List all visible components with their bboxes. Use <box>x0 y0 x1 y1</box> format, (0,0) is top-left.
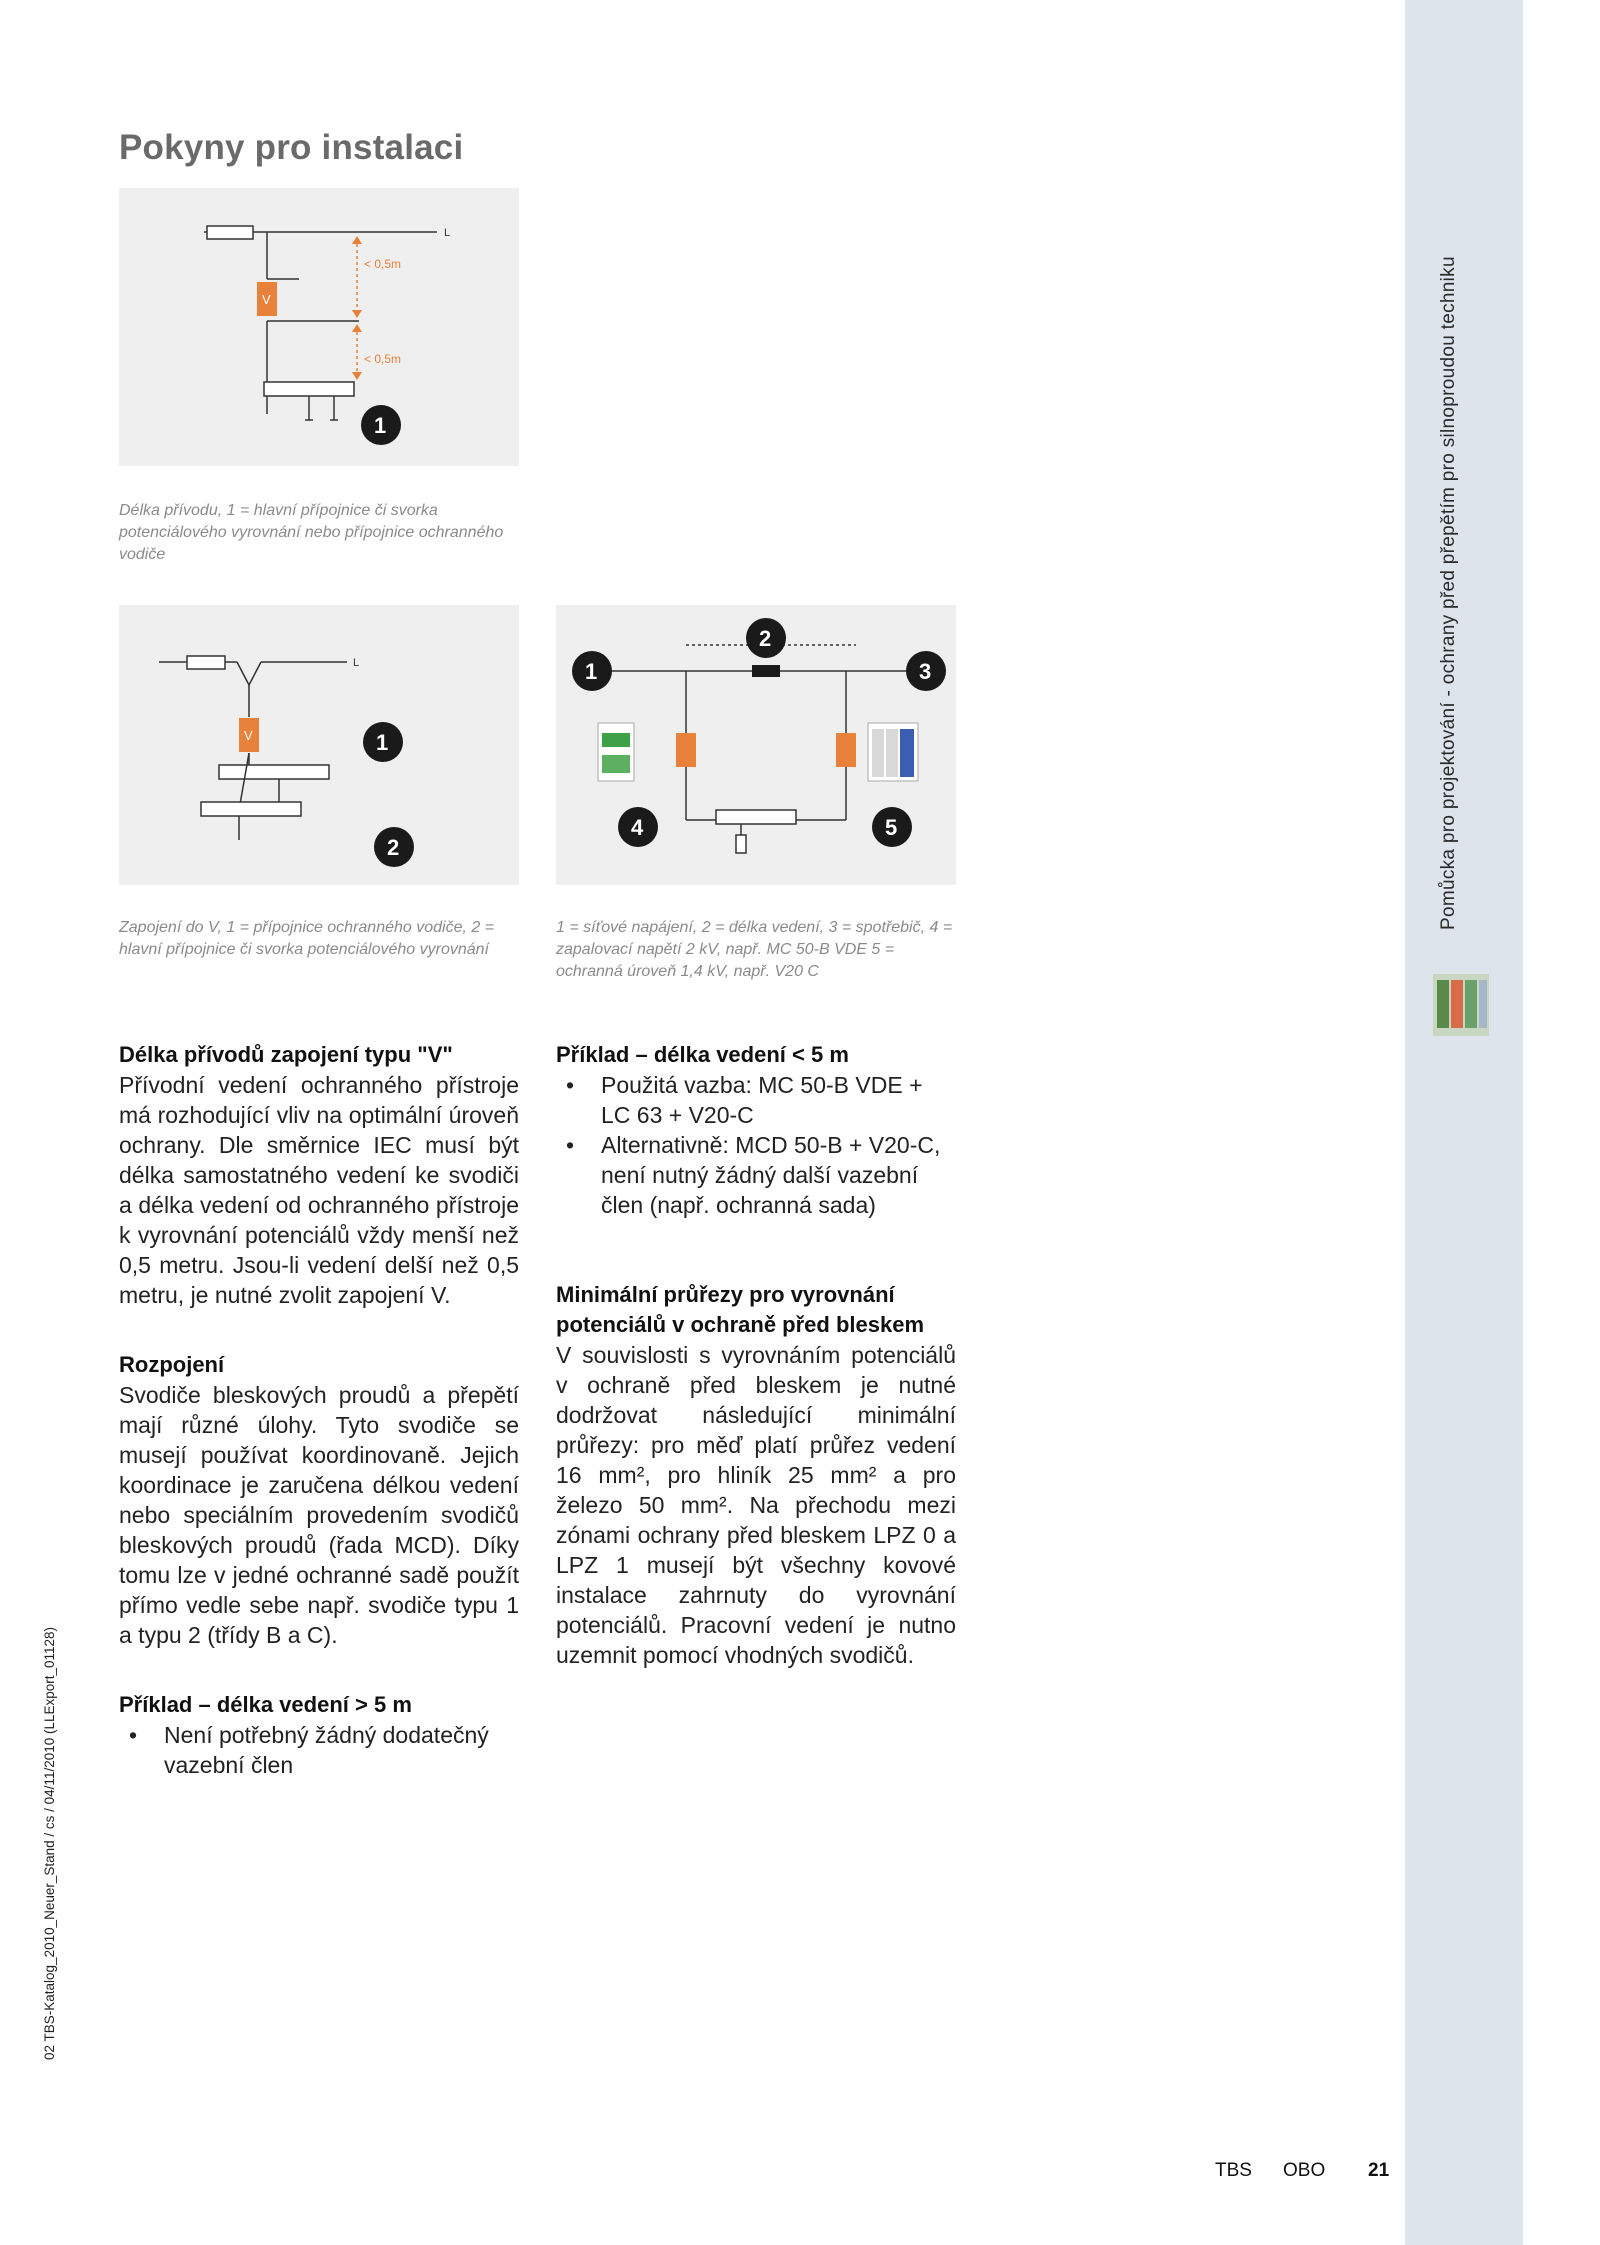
heading-example-over-5m: Příklad – délka vedení > 5 m <box>119 1692 412 1717</box>
figure-line-length-circuit <box>556 605 956 885</box>
footer-brand-obo: OBO <box>1283 2160 1326 2181</box>
dim-label-bottom: < 0,5m <box>364 352 402 366</box>
heading-example-under-5m: Příklad – délka vedení < 5 m <box>556 1042 849 1067</box>
page-title: Pokyny pro instalaci <box>119 128 464 167</box>
figure1-caption: Délka přívodu, 1 = hlavní přípojnice či svorka potenciálového vyrovnání nebo přípojnice ochranného vodiče <box>119 502 504 563</box>
label-l: L <box>444 227 451 239</box>
badge-5-fig3: 5 <box>885 815 898 840</box>
right-text-column <box>556 1040 956 1670</box>
svg-text:V: V <box>244 728 253 743</box>
badge-1-fig3: 1 <box>585 659 598 684</box>
sidebar-title: Pomůcka pro projektování - ochrany před přepětím pro silnoproudou techniku <box>1438 256 1459 930</box>
label-l-fig2: L <box>353 657 360 669</box>
bullet-list-under-5m <box>556 1070 956 1220</box>
heading-min-cross-sections: Minimální průřezy pro vyrovnání potenciálů v ochraně před bleskem <box>556 1282 925 1337</box>
bullet-list-over-5m <box>119 1720 519 1780</box>
sidebar-band <box>1405 0 1523 2245</box>
figure-lead-length <box>119 188 519 466</box>
dim-label-top: < 0,5m <box>364 257 402 271</box>
heading-v-connection: Délka přívodů zapojení typu "V" <box>119 1042 453 1067</box>
paragraph-v-connection: Přívodní vedení ochranného přístroje má rozhodující vliv na optimální úroveň ochrany. Dle směrnice IEC musí být délka samostatného vedení ke svodiči a délka vedení od ochranného přístroje k vyrovnání potenciálů vždy menší než 0,5 metru. Jsou-li vedení delší než 0,5 metru, je nutné zvolit zapojení V. <box>119 1072 519 1308</box>
svg-text:V: V <box>262 292 271 307</box>
figure-v-connection <box>119 605 519 885</box>
footer-brand-tbs: TBS <box>1215 2160 1252 2181</box>
heading-decoupling: Rozpojení <box>119 1352 225 1377</box>
left-text-column <box>119 1040 519 1780</box>
product-thumbnail-icon <box>1431 970 1491 1040</box>
badge-1-fig2: 1 <box>376 730 389 755</box>
print-meta-text: 02 TBS-Katalog_2010_Neuer_Stand / cs / 04/11/2010 (LLExport_01128) <box>42 1626 57 2060</box>
figure3-caption: 1 = síťové napájení, 2 = délka vedení, 3 = spotřebič, 4 = zapalovací napětí 2 kV, např. MC 50-B VDE 5 = ochranná úroveň 1,4 kV, např. V20 C <box>556 919 953 980</box>
badge-2-fig3: 2 <box>759 626 772 651</box>
paragraph-decoupling: Svodiče bleskových proudů a přepětí mají různé úlohy. Tyto svodiče se musejí používat koordinovaně. Jejich koordinace je zaručena délkou vedení nebo speciálním provedením svodičů bleskových proudů (řada MCD). Díky tomu lze v jedné ochranné sadě použít přímo vedle sebe např. svodiče typu 1 a typu 2 (třídy B a C). <box>119 1382 519 1648</box>
badge-4-fig3: 4 <box>631 815 644 840</box>
list-item: • Použitá vazba: MC 50-B VDE + LC 63 + V20-C <box>566 1072 923 1128</box>
list-item: • Není potřebný žádný dodatečný vazební člen <box>129 1722 489 1778</box>
badge-1: 1 <box>374 413 387 438</box>
badge-3-fig3: 3 <box>919 659 932 684</box>
paragraph-min-cross-sections: V souvislosti s vyrovnáním potenciálů v ochraně před bleskem je nutné dodržovat následující minimální průřezy: pro měď platí průřez vedení 16 mm², pro hliník 25 mm² a pro železo 50 mm². Na přechodu mezi zónami ochrany před bleskem LPZ 0 a LPZ 1 musejí být všechny kovové instalace zahrnuty do vyrovnání potenciálů. Pracovní vedení je nutno uzemnit pomocí vhodných svodičů. <box>556 1342 956 1668</box>
page-number: 21 <box>1368 2160 1390 2181</box>
figure2-caption: Zapojení do V, 1 = přípojnice ochranného vodiče, 2 = hlavní přípojnice či svorka potenciálového vyrovnání <box>119 919 495 958</box>
badge-2-fig2: 2 <box>387 835 400 860</box>
list-item: • Alternativně: MCD 50-B + V20-C, není nutný žádný další vazební člen (např. ochranná sada) <box>566 1132 941 1218</box>
